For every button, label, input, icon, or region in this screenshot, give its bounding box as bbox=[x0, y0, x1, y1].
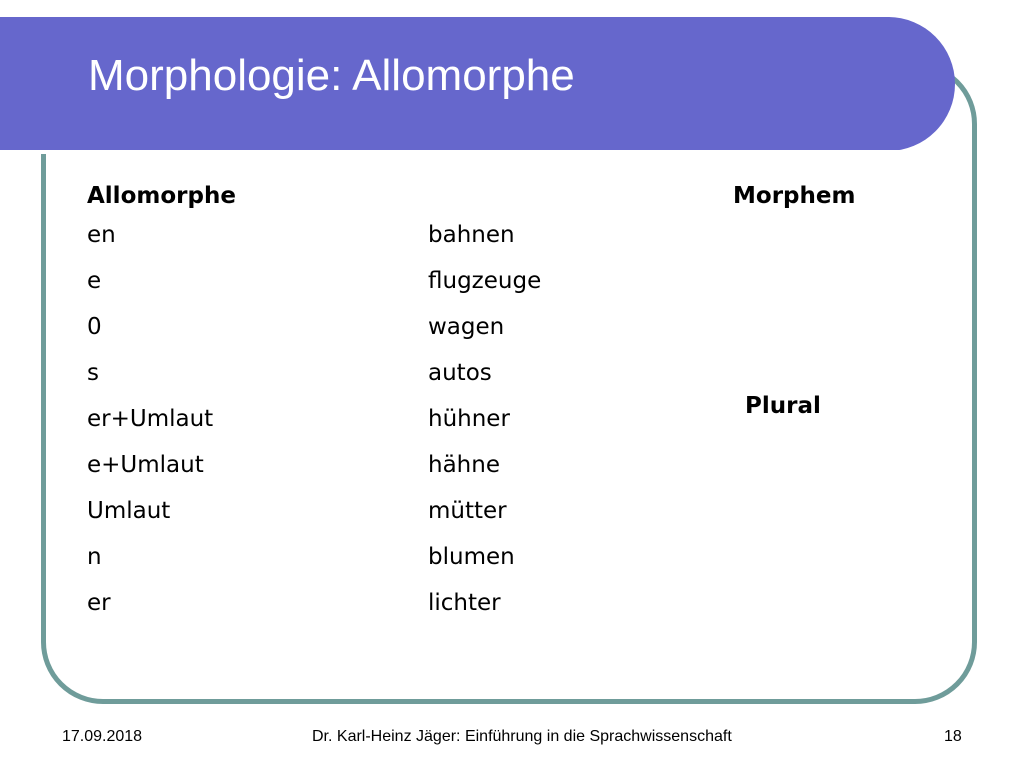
example-word: autos bbox=[428, 360, 492, 386]
allomorph-suffix: er+Umlaut bbox=[87, 406, 214, 432]
list-item bbox=[87, 264, 607, 310]
list-item bbox=[87, 494, 607, 540]
footer-date: 17.09.2018 bbox=[62, 728, 143, 745]
list-item bbox=[87, 448, 607, 494]
example-word: flugzeuge bbox=[428, 268, 542, 294]
allomorph-suffix: e bbox=[87, 268, 102, 294]
allomorph-list bbox=[87, 218, 607, 632]
allomorph-suffix: e+Umlaut bbox=[87, 452, 204, 478]
list-item bbox=[87, 218, 607, 264]
allomorph-suffix: 0 bbox=[87, 314, 102, 340]
morphem-column-header: Morphem bbox=[733, 183, 856, 209]
allomorph-suffix: s bbox=[87, 360, 99, 386]
allomorph-suffix: Umlaut bbox=[87, 498, 171, 524]
slide-title: Morphologie: Allomorphe bbox=[88, 51, 575, 100]
example-word: wagen bbox=[428, 314, 505, 340]
morphem-value: Plural bbox=[745, 393, 821, 419]
list-item bbox=[87, 402, 607, 448]
title-underline bbox=[0, 150, 905, 154]
list-item bbox=[87, 310, 607, 356]
allomorph-suffix: er bbox=[87, 590, 111, 616]
example-word: lichter bbox=[428, 590, 501, 616]
example-word: blumen bbox=[428, 544, 515, 570]
example-word: mütter bbox=[428, 498, 507, 524]
example-word: hähne bbox=[428, 452, 500, 478]
list-item bbox=[87, 540, 607, 586]
footer-author-course: Dr. Karl-Heinz Jäger: Einführung in die Sprachwissenschaft bbox=[312, 728, 732, 745]
allomorph-suffix: en bbox=[87, 222, 116, 248]
example-word: bahnen bbox=[428, 222, 515, 248]
list-item bbox=[87, 356, 607, 402]
allomorphe-column-header: Allomorphe bbox=[87, 183, 236, 209]
list-item bbox=[87, 586, 607, 632]
allomorph-suffix: n bbox=[87, 544, 102, 570]
slide-number: 18 bbox=[944, 728, 962, 745]
example-word: hühner bbox=[428, 406, 510, 432]
